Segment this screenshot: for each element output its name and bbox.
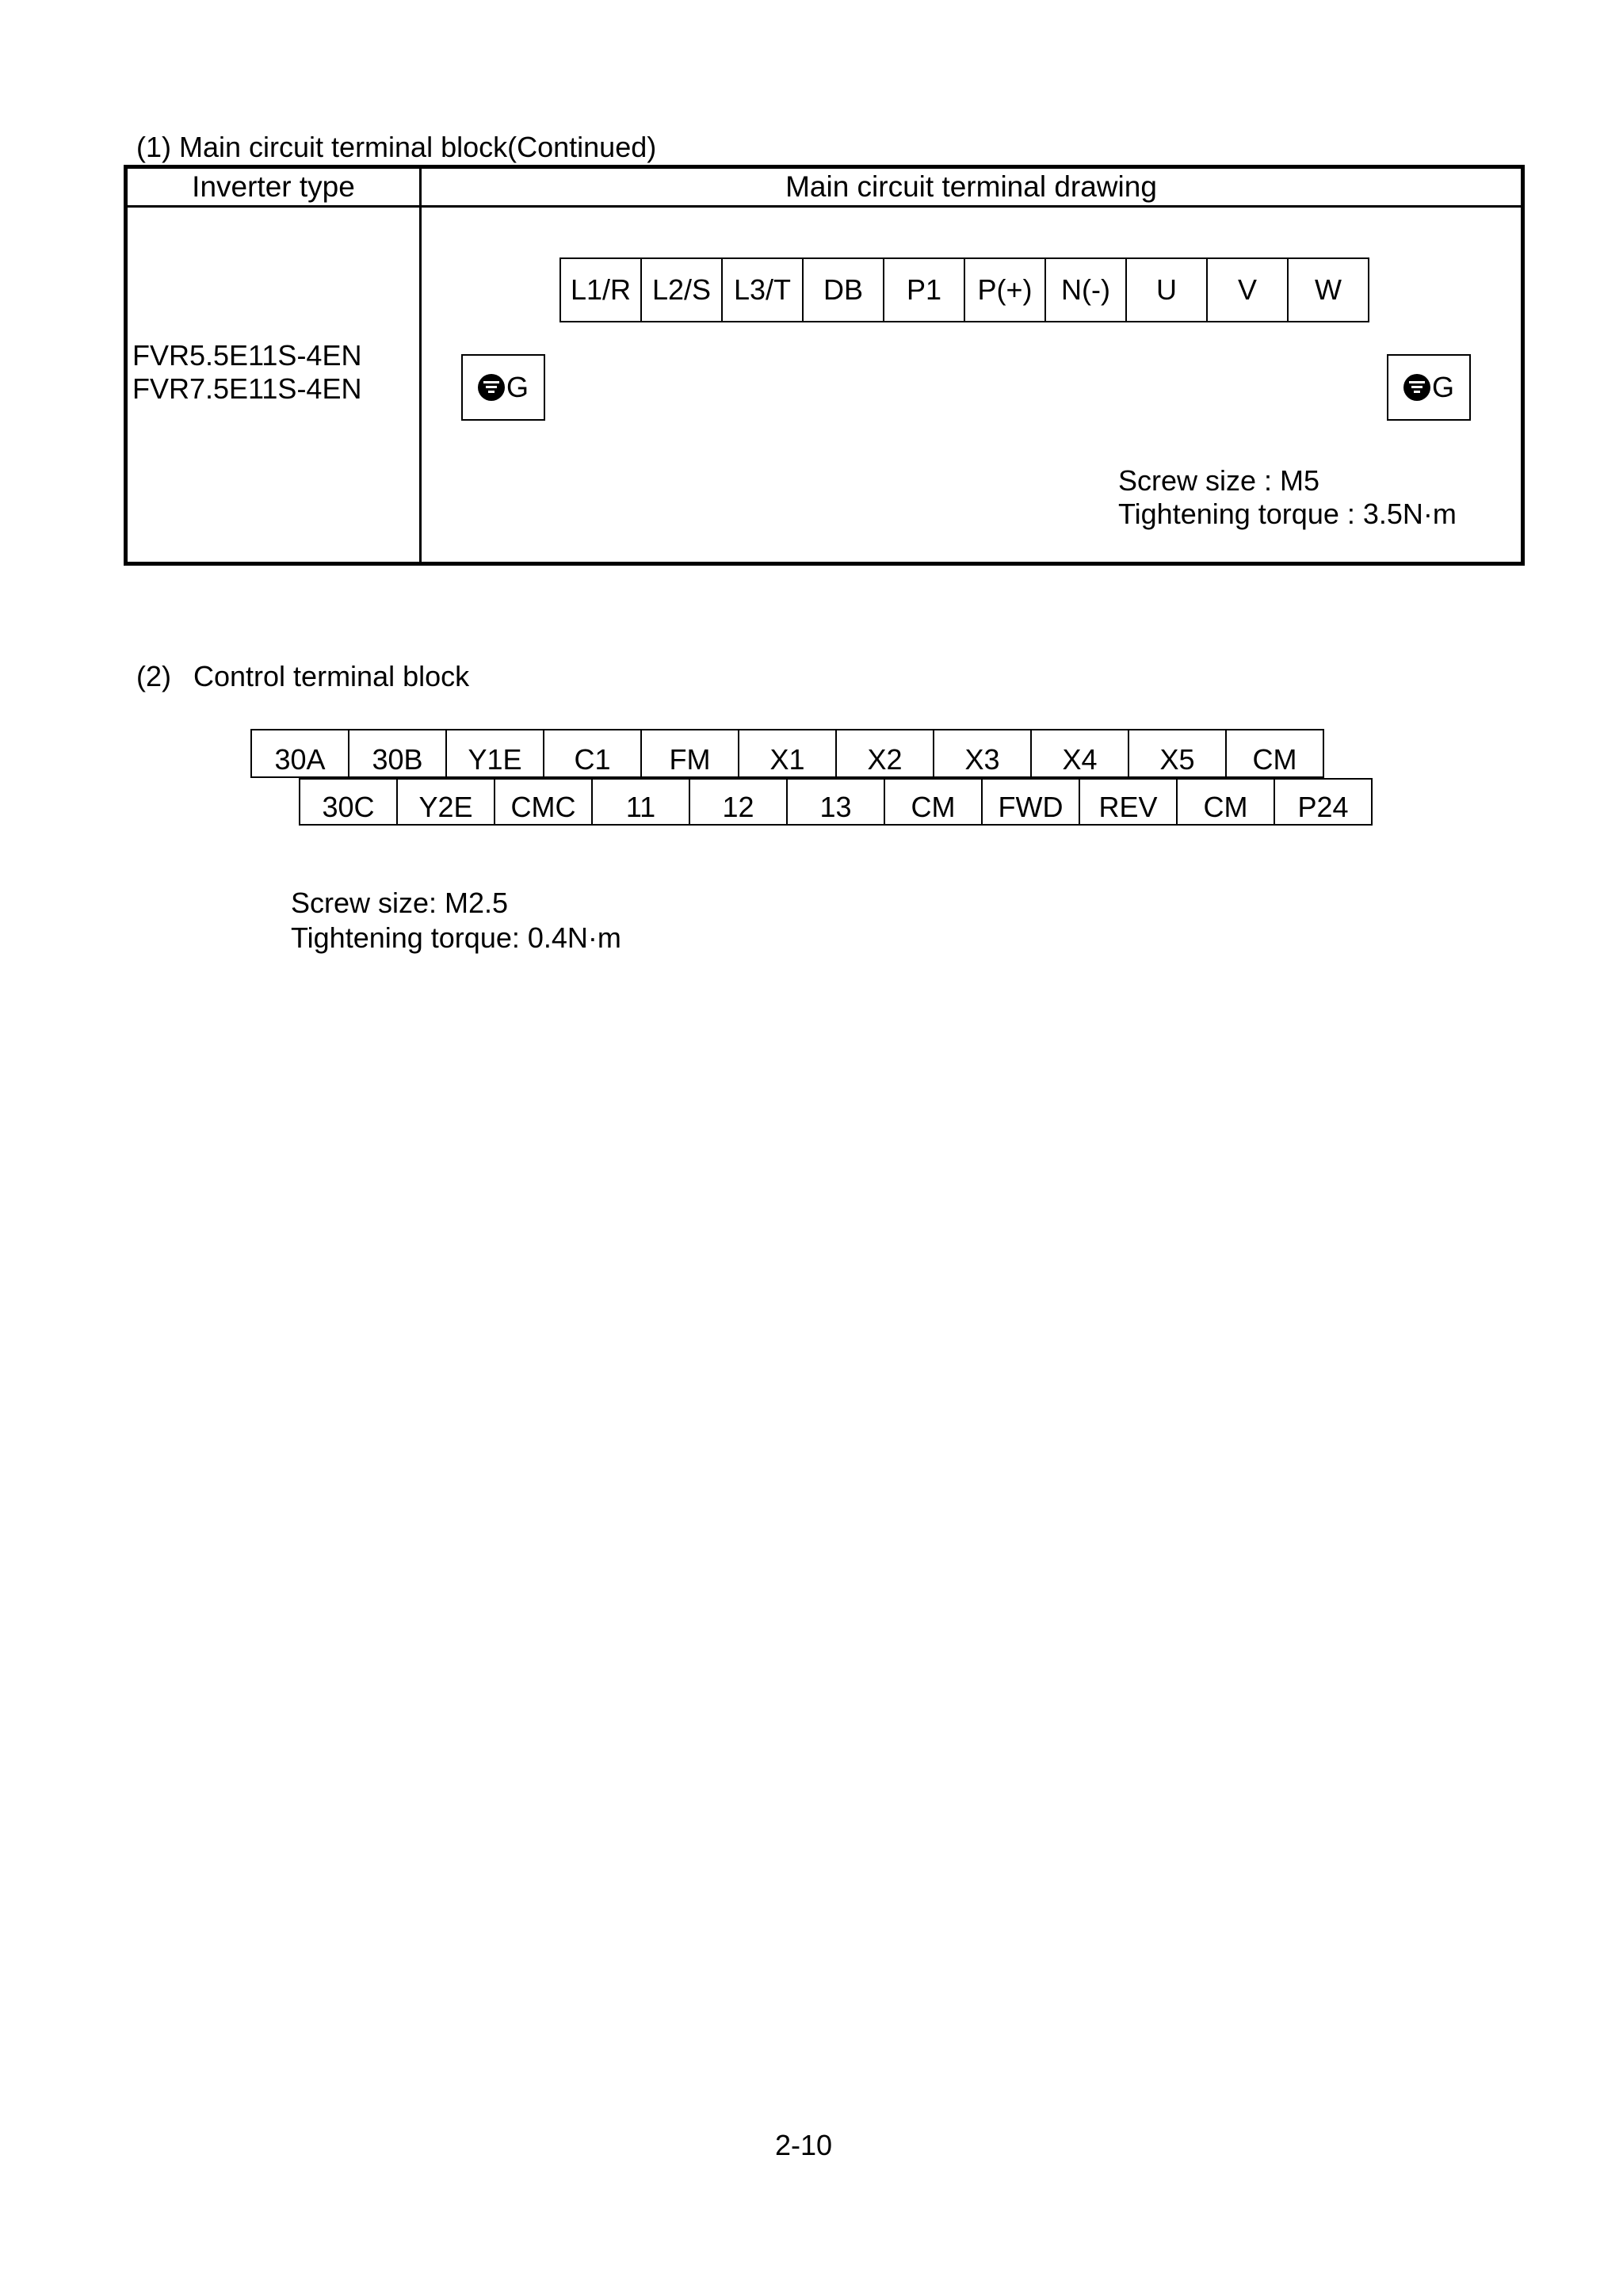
section1-title: (1) Main circuit terminal block(Continued) bbox=[136, 131, 657, 163]
ctrl-terminal-c1: C1 bbox=[543, 729, 642, 778]
main-terminal-table bbox=[124, 165, 1525, 566]
terminal-v: V bbox=[1206, 257, 1289, 322]
header-inverter-type: Inverter type bbox=[192, 170, 355, 203]
terminal-u: U bbox=[1125, 257, 1208, 322]
ctrl-terminal-30a: 30A bbox=[250, 729, 349, 778]
ground-label: G bbox=[1431, 371, 1454, 403]
main-screw-size: Screw size : M5 bbox=[1118, 464, 1320, 497]
ground-icon bbox=[1403, 374, 1430, 401]
terminal-p-plus: P(+) bbox=[964, 257, 1046, 322]
ground-icon bbox=[478, 374, 505, 401]
ground-terminal-left bbox=[461, 354, 545, 421]
ctrl-terminal-12: 12 bbox=[689, 778, 788, 826]
ctrl-terminal-fm: FM bbox=[640, 729, 739, 778]
ctrl-terminal-x5: X5 bbox=[1128, 729, 1227, 778]
terminal-n-minus: N(-) bbox=[1044, 257, 1127, 322]
inverter-type-2: FVR7.5E11S-4EN bbox=[132, 372, 362, 405]
terminal-db: DB bbox=[802, 257, 884, 322]
page-number: 2-10 bbox=[775, 2129, 833, 2161]
ctrl-terminal-13: 13 bbox=[786, 778, 885, 826]
ctrl-terminal-rev: REV bbox=[1079, 778, 1178, 826]
terminal-l1r: L1/R bbox=[559, 257, 642, 322]
terminal-p1: P1 bbox=[883, 257, 965, 322]
ctrl-terminal-p24: P24 bbox=[1274, 778, 1373, 826]
table-column-divider bbox=[419, 169, 422, 562]
main-tightening-torque: Tightening torque : 3.5N·m bbox=[1118, 498, 1457, 530]
terminal-w: W bbox=[1287, 257, 1369, 322]
ctrl-terminal-fwd: FWD bbox=[981, 778, 1080, 826]
ctrl-terminal-30b: 30B bbox=[348, 729, 447, 778]
ctrl-terminal-x4: X4 bbox=[1030, 729, 1129, 778]
ctrl-terminal-y1e: Y1E bbox=[445, 729, 544, 778]
ground-terminal-right bbox=[1387, 354, 1471, 421]
section2-number: (2) bbox=[136, 660, 171, 692]
control-screw-size: Screw size: M2.5 bbox=[291, 887, 509, 919]
control-tightening-torque: Tightening torque: 0.4N·m bbox=[291, 921, 621, 954]
terminal-l3t: L3/T bbox=[721, 257, 804, 322]
ctrl-terminal-11: 11 bbox=[591, 778, 690, 826]
terminal-l2s: L2/S bbox=[640, 257, 723, 322]
ctrl-terminal-x1: X1 bbox=[738, 729, 837, 778]
ctrl-terminal-cmc: CMC bbox=[494, 778, 593, 826]
ctrl-terminal-30c: 30C bbox=[299, 778, 398, 826]
control-terminal-top-row bbox=[250, 729, 1324, 778]
ctrl-terminal-y2e: Y2E bbox=[396, 778, 495, 826]
inverter-type-1: FVR5.5E11S-4EN bbox=[132, 339, 362, 372]
ctrl-terminal-x2: X2 bbox=[835, 729, 934, 778]
ctrl-terminal-cm: CM bbox=[1176, 778, 1275, 826]
table-header-divider bbox=[128, 205, 1521, 208]
ctrl-terminal-cm: CM bbox=[1225, 729, 1324, 778]
header-terminal-drawing: Main circuit terminal drawing bbox=[785, 170, 1157, 203]
ground-label: G bbox=[506, 371, 529, 403]
ctrl-terminal-x3: X3 bbox=[933, 729, 1032, 778]
ctrl-terminal-cm: CM bbox=[884, 778, 983, 826]
section2-title: Control terminal block bbox=[193, 660, 470, 692]
main-terminal-row bbox=[559, 257, 1369, 322]
control-terminal-bottom-row bbox=[299, 778, 1373, 826]
